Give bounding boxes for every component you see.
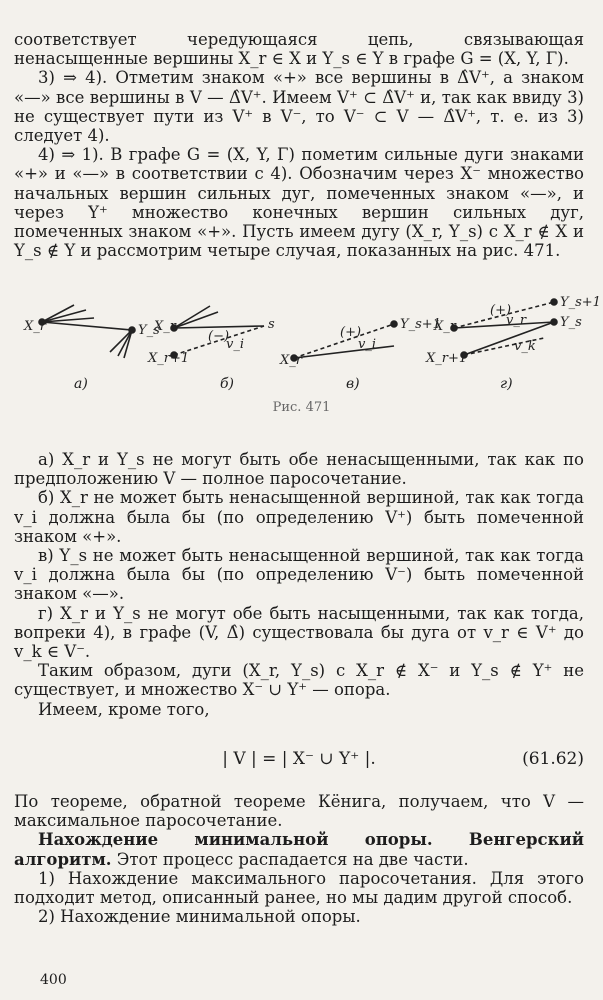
label-xr: X_r — [24, 319, 46, 334]
paragraph: Таким образом, дуги (X_r, Y_s) с X_r ∉ X⁻ и Y_s ∉ Y⁺ не существует, и множество X⁻ ∪ Y⁺ — опора. — [14, 661, 584, 700]
figure-caption: Рис. 471 — [272, 400, 331, 415]
label-ys1: Y_s+1 — [560, 295, 601, 310]
label-plus: (+) — [490, 303, 512, 318]
paragraph: г) X_r и Y_s не могут обе быть насыщенными, так как тогда, вопреки 4), в графе (V, Δ̂) существовала бы дуга от v_r ∈ V⁺ до v_k ∈ V⁻. — [14, 603, 584, 662]
label-ys: Y_s — [138, 323, 160, 338]
panel-label-a: а) — [74, 376, 88, 392]
label-ys1: Y_s+1 — [400, 317, 441, 332]
section-heading: Нахождение минимальной опоры. Венгерский алгоритм. — [14, 830, 584, 869]
paragraph: соответствует чередующаяся цепь, связывающая ненасыщенные вершины X_r ∈ X и Y_s ∈ Y в графе G = (X, Y, Γ). — [14, 30, 584, 69]
label-vi: v_i — [226, 337, 245, 352]
label-xr: X_r — [434, 319, 456, 334]
paragraph: По теореме, обратной теореме Кёнига, получаем, что V — максимальное паросочетание. — [14, 792, 584, 831]
label-plus: (+) — [340, 325, 362, 340]
label-minus: (−) — [208, 329, 230, 344]
label-xr: X_r — [280, 353, 302, 368]
label-ys: Y_s — [560, 315, 582, 330]
panel-label-d: г) — [500, 376, 513, 392]
paragraph: Имеем, кроме того, — [38, 699, 210, 719]
label-vr: v_r — [506, 313, 527, 328]
equation-formula: | V | = | X⁻ ∪ Y⁺ |. — [222, 749, 376, 769]
paragraph: в) Y_s не может быть ненасыщенной вершиной, так как тогда v_i должна была бы (по определению V⁻) быть помеченной знаком «—». — [14, 546, 584, 604]
paragraph: 2) Нахождение минимальной опоры. — [38, 907, 361, 927]
page-number: 400 — [40, 972, 67, 988]
panel-label-c: в) — [346, 376, 360, 392]
paragraph: б) X_r не может быть ненасыщенной вершиной, так как тогда v_i должна была бы (по определению V⁺) быть помеченной знаком «+». — [14, 488, 584, 546]
heading-continuation: Этот процесс распадается на две части. — [111, 849, 469, 869]
label-xr1: X_r+1 — [148, 351, 190, 366]
text-block-middle — [14, 450, 584, 719]
label-vk: v_k — [514, 339, 536, 354]
text-block-top — [14, 30, 584, 260]
paragraph: 3) ⇒ 4). Отметим знаком «+» все вершины в Δ̂V⁺, а знаком «—» все вершины в V — Δ̂V⁺. Имеем V⁺ ⊂ Δ̂V⁺ и, так как ввиду 3) не существует пути из V⁺ в V⁻, то V⁻ ⊂ V — Δ̂V⁺, т. е. из 3) следует 4). — [14, 68, 584, 146]
label-s: s — [268, 317, 275, 332]
equation-number: (61.62) — [522, 749, 584, 769]
label-vi: v_i — [358, 337, 377, 352]
label-xr: X_r — [154, 319, 176, 334]
text-block-bottom — [14, 792, 584, 926]
paragraph: а) X_r и Y_s не могут быть обе ненасыщенными, так как по предположению V — полное паросочетание. — [14, 450, 584, 489]
panel-label-b: б) — [220, 376, 235, 392]
paragraph: 1) Нахождение максимального паросочетания. Для этого подходит метод, описанный ранее, но мы дадим другой способ. — [14, 868, 584, 908]
label-xr1: X_r+1 — [426, 351, 468, 366]
paragraph: 4) ⇒ 1). В графе G = (X, Y, Γ) пометим сильные дуги знаками «+» и «—» в соответствии с 4). Обозначим через X⁻ множество начальных вершин сильных дуг, помеченных знаком «—», и через Y⁺ множество конечных вершин сильных дуг, помеченных знаком «+». Пусть имеем дугу (X_r, Y_s) с X_r ∉ X и Y_s ∉ Y и рассмотрим четыре случая, показанных на рис. 471. — [14, 145, 584, 261]
section-heading-paragraph — [14, 830, 584, 868]
